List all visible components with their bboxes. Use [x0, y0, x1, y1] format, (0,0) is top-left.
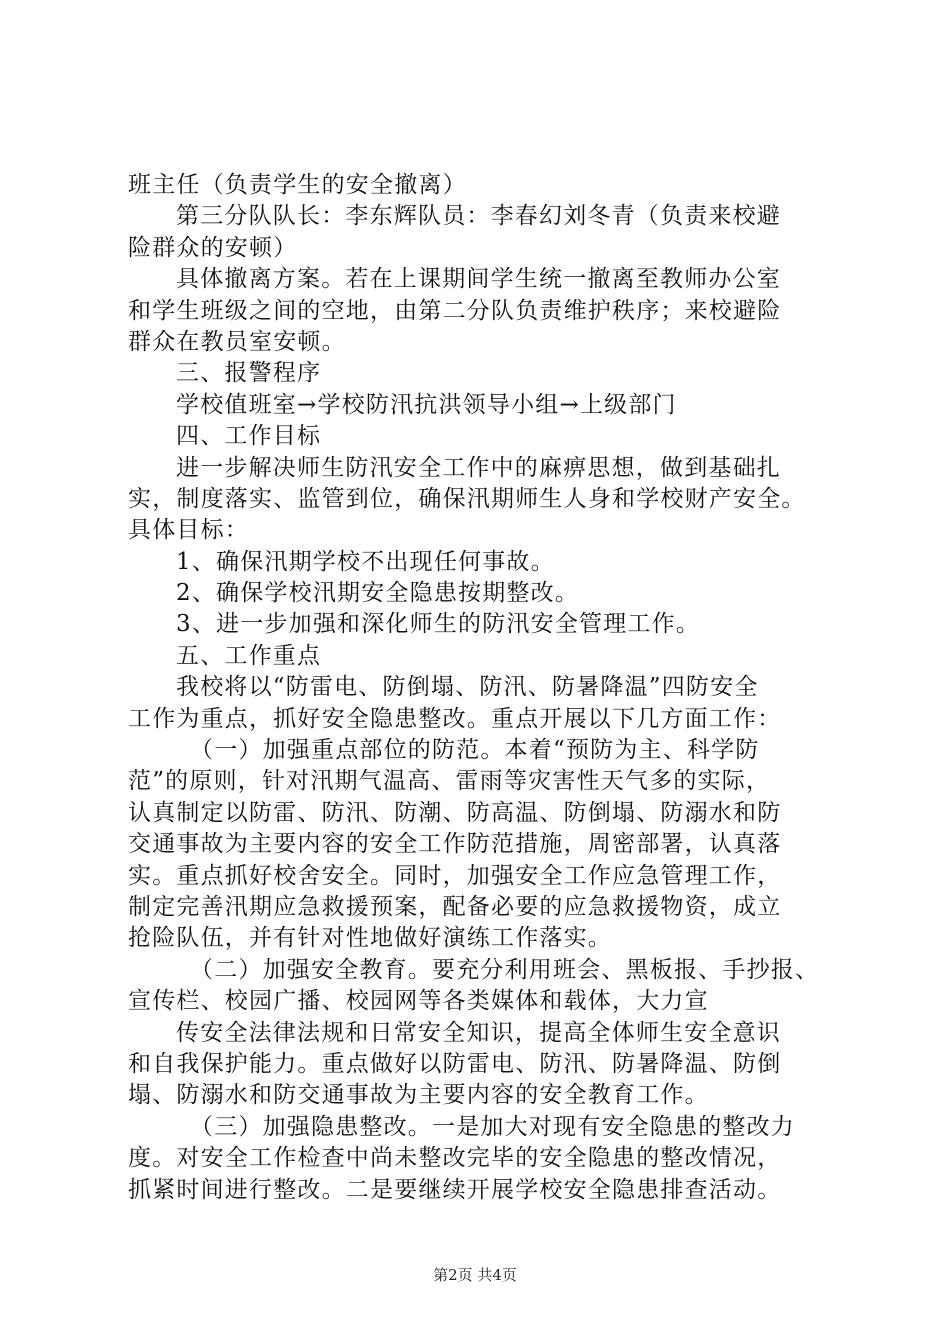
text-line: 认真制定以防雷、防汛、防潮、防高温、防倒塌、防溺水和防 [128, 799, 782, 826]
text-line: （三）加强隐患整改。一是加大对现有安全隐患的整改力 [190, 1113, 795, 1140]
text-line: 范”的原则，针对汛期气温高、雷雨等灾害性天气多的实际， [128, 768, 771, 795]
text-line: 进一步解决师生防汛安全工作中的麻痹思想，做到基础扎 [176, 454, 781, 481]
section-heading: 五、工作重点 [176, 642, 322, 669]
text-line: 抓紧时间进行整改。二是要继续开展学校安全隐患排查活动。 [128, 1176, 782, 1203]
text-line: 塌、防溺水和防交通事故为主要内容的安全教育工作。 [128, 1082, 709, 1109]
list-item: 3、进一步加强和深化师生的防汛安全管理工作。 [176, 611, 701, 638]
text-line: 学校值班室→学校防汛抗洪领导小组→上级部门 [176, 391, 677, 418]
text-line: 实。重点抓好校舍安全。同时，加强安全工作应急管理工作， [128, 862, 782, 889]
text-line: 和学生班级之间的空地，由第二分队负责维护秩序；来校避险 [128, 297, 782, 324]
list-item: 1、确保汛期学校不出现任何事故。 [176, 548, 555, 575]
text-line: 具体撤离方案。若在上课期间学生统一撤离至教师办公室 [176, 266, 781, 293]
list-item: 2、确保学校汛期安全隐患按期整改。 [176, 580, 580, 607]
text-line: 险群众的安顿） [128, 234, 298, 261]
text-line: （一）加强重点部位的防范。本着“预防为主、科学防 [190, 737, 760, 764]
text-line: （二）加强安全教育。要充分利用班会、黑板报、手抄报、 [190, 956, 820, 983]
text-line: 我校将以“防雷电、防倒塌、防汛、防暑降温”四防安全 [176, 674, 759, 701]
text-line: 第三分队队长：李东辉队员：李春幻刘冬青（负责来校避 [176, 203, 781, 230]
text-line: 实，制度落实、监管到位，确保汛期师生人身和学校财产安全。 [128, 485, 806, 512]
text-line: 传安全法律法规和日常安全知识，提高全体师生安全意识 [176, 1019, 781, 1046]
text-line: 和自我保护能力。重点做好以防雷电、防汛、防暑降温、防倒 [128, 1050, 782, 1077]
section-heading: 三、报警程序 [176, 360, 322, 387]
text-line: 抢险队伍，并有针对性地做好演练工作落实。 [128, 925, 612, 952]
text-line: 具体目标： [128, 517, 249, 544]
text-line: 制定完善汛期应急救援预案，配备必要的应急救援物资，成立 [128, 893, 782, 920]
text-line: 班主任（负责学生的安全撤离） [128, 172, 467, 198]
document-body [128, 170, 843, 1206]
text-line: 度。对安全工作检查中尚未整改完毕的安全隐患的整改情况， [128, 1145, 782, 1172]
text-line: 宣传栏、校园广播、校园网等各类媒体和载体，大力宣 [128, 988, 709, 1015]
text-line: 群众在教员室安顿。 [128, 328, 346, 355]
page-number-footer: 第2页 共4页 [433, 1266, 517, 1284]
text-line: 交通事故为主要内容的安全工作防范措施，周密部署，认真落 [128, 831, 782, 858]
section-heading: 四、工作目标 [176, 423, 322, 450]
text-line: 工作为重点，抓好安全隐患整改。重点开展以下几方面工作： [128, 705, 782, 732]
